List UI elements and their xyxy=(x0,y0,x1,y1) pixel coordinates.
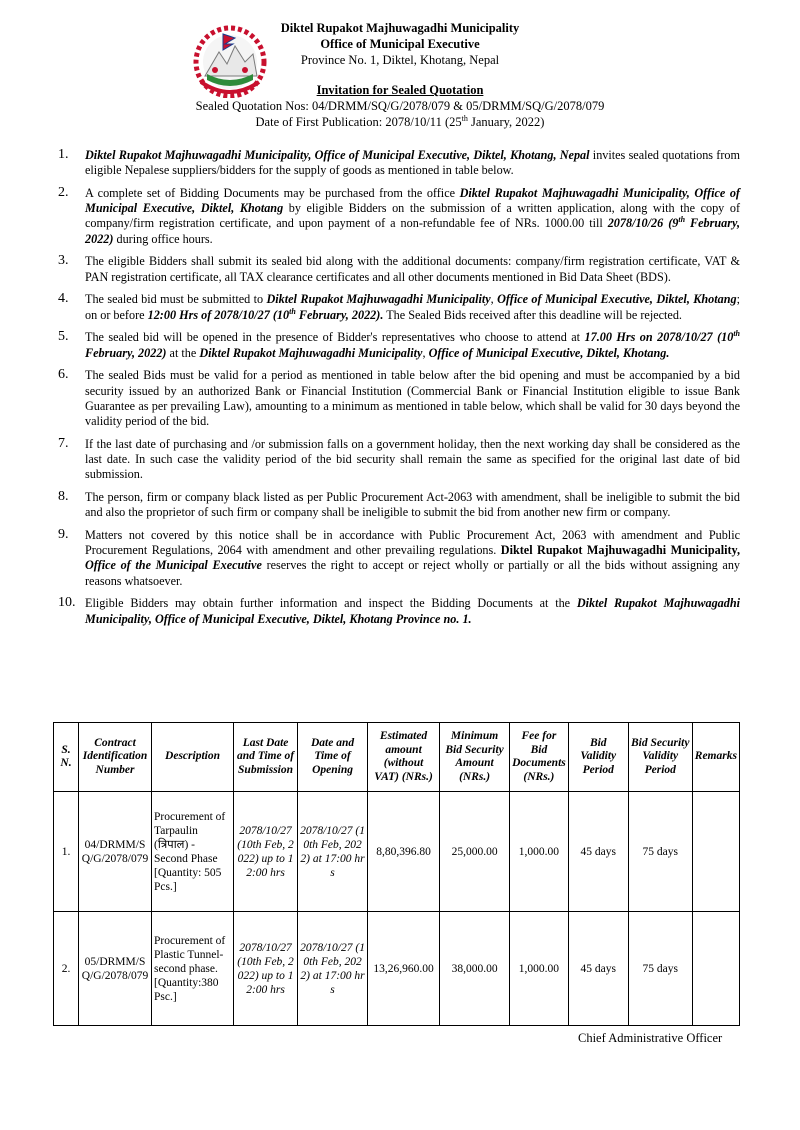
cell-security-validity: 75 days xyxy=(628,792,692,912)
cell-remarks xyxy=(692,912,739,1026)
column-header: Last Date and Time of Submission xyxy=(234,723,298,792)
cell-bid-validity: 45 days xyxy=(568,912,628,1026)
cell-estimated-amount: 8,80,396.80 xyxy=(368,792,440,912)
signatory-title: Chief Administrative Officer xyxy=(578,1031,723,1045)
cell-last-date: 2078/10/27 (10th Feb, 2022) up to 12:00 hrs xyxy=(234,912,298,1026)
cell-security-validity: 75 days xyxy=(628,912,692,1026)
municipality-name: Diktel Rupakot Majhuwagadhi Municipality xyxy=(280,21,520,35)
cell-fee: 1,000.00 xyxy=(510,792,569,912)
column-header: Remarks xyxy=(692,723,739,792)
column-header: Date and Time of Opening xyxy=(298,723,368,792)
column-header: Description xyxy=(152,723,234,792)
table-row xyxy=(54,792,740,912)
cell-opening-date: 2078/10/27 (10th Feb, 2022) at 17:00 hrs xyxy=(298,792,368,912)
office-name: Office of Municipal Executive xyxy=(320,37,480,51)
cell-bid-security: 38,000.00 xyxy=(440,912,510,1026)
cell-remarks xyxy=(692,792,739,912)
column-header: Bid Security Validity Period xyxy=(628,723,692,792)
list-item: 3. The eligible Bidders shall submit its sealed bid along with the additional documents: company/firm registration certificate, VAT & PAN registration certificate, all TAX clearance certificates and all other documents mentioned in Bid Data Sheet (BDS). xyxy=(58,253,740,284)
cell-opening-date: 2078/10/27 (10th Feb, 2022) at 17:00 hrs xyxy=(298,912,368,1026)
cell-description: Procurement of Plastic Tunnel-second phase. [Quantity:380 Psc.] xyxy=(152,912,234,1026)
cell-contract-id: 04/DRMM/SQ/G/2078/079 xyxy=(79,792,152,912)
cell-description: Procurement of Tarpaulin (त्रिपाल) - Second Phase [Quantity: 505 Pcs.] xyxy=(152,792,234,912)
list-item: 1. Diktel Rupakot Majhuwagadhi Municipality, Office of Municipal Executive, Diktel, Khotang, Nepal invites sealed quotations from eligible Nepalese suppliers/bidders for the supply of goods as mentioned in table below. xyxy=(58,147,741,178)
letterhead xyxy=(0,20,800,130)
cell-sn: 1. xyxy=(54,792,79,912)
cell-sn: 2. xyxy=(54,912,79,1026)
quotation-numbers: Sealed Quotation Nos: 04/DRMM/SQ/G/2078/079 & 05/DRMM/SQ/G/2078/079 xyxy=(195,99,605,113)
table-header-row xyxy=(54,723,740,792)
publication-date: Date of First Publication: 2078/10/11 (25th January, 2022) xyxy=(255,113,545,129)
column-header: Fee for Bid Documents (NRs.) xyxy=(510,723,569,792)
list-item: 4. The sealed bid must be submitted to Diktel Rupakot Majhuwagadhi Municipality, Office of Municipal Executive, Diktel, Khotang; on or before 12:00 Hrs of 2078/10/27 (10th February, 2022). The Sealed Bids received after this deadline will be rejected. xyxy=(58,291,741,322)
page-title: Invitation for Sealed Quotation xyxy=(316,83,484,97)
cell-bid-validity: 45 days xyxy=(568,792,628,912)
column-header: Estimated amount (without VAT) (NRs.) xyxy=(368,723,440,792)
table-row xyxy=(54,912,740,1026)
column-header: Bid Validity Period xyxy=(568,723,628,792)
list-item: 5. The sealed bid will be opened in the presence of Bidder's representatives who choose to attend at 17.00 Hrs on 2078/10/27 (10th February, 2022) at the Diktel Rupakot Majhuwagadhi Municipality, Office of Municipal Executive, Diktel, Khotang. xyxy=(58,329,740,360)
clause-list xyxy=(58,148,740,634)
column-header: S. N. xyxy=(54,723,79,792)
cell-contract-id: 05/DRMM/SQ/G/2078/079 xyxy=(79,912,152,1026)
cell-estimated-amount: 13,26,960.00 xyxy=(368,912,440,1026)
list-item: 9. Matters not covered by this notice shall be in accordance with Public Procurement Act, 2063 with amendment and Public Procurement Regulations, 2064 with amendment and other prevailing regulations. Diktel Rupakot Majhuwagadhi Municipality, Office of the Municipal Executive reserves the right to accept or reject wholly or partially or all the bids without assigning any reasons whatsoever. xyxy=(58,527,741,588)
column-header: Contract Identification Number xyxy=(79,723,152,792)
list-item: 8. The person, firm or company black listed as per Public Procurement Act-2063 with amendment, shall be ineligible to submit the bid and also the proprietor of such firm or company shall be ineligible to submit the bid from another new firm or company. xyxy=(58,489,740,520)
list-item: 6. The sealed Bids must be valid for a period as mentioned in table below after the bid opening and must be accompanied by a bid security issued by an authorized Bank or Financial Institution (Commercial Bank or Financial Institution eligible to issue Bank Guarantee as per prevailing Law), amounting to a minimum as mentioned in table below, which shall be valid for 30 days beyond the validity period of the bid. xyxy=(58,367,740,429)
cell-bid-security: 25,000.00 xyxy=(440,792,510,912)
address: Province No. 1, Diktel, Khotang, Nepal xyxy=(300,53,500,67)
list-item: 2. A complete set of Bidding Documents may be purchased from the office Diktel Rupakot Majhuwagadhi Municipality, Office of Municipal Executive, Diktel, Khotang by eligible Bidders on the submission of a written application, along with the copy of company/firm registration certificate, and upon payment of a non-refundable fee of NRs. 1000.00 till 2078/10/26 (9th February, 2022) during office hours. xyxy=(58,185,740,246)
cell-fee: 1,000.00 xyxy=(510,912,569,1026)
cell-last-date: 2078/10/27 (10th Feb, 2022) up to 12:00 hrs xyxy=(234,792,298,912)
quotation-table xyxy=(53,722,740,1026)
column-header: Minimum Bid Security Amount (NRs.) xyxy=(440,723,510,792)
list-item: 10. Eligible Bidders may obtain further information and inspect the Bidding Documents at the Diktel Rupakot Majhuwagadhi Municipality, Office of Municipal Executive, Diktel, Khotang Province no. 1. xyxy=(58,595,741,626)
list-item: 7. If the last date of purchasing and /or submission falls on a government holiday, then the next working day shall be considered as the last date. In such case the validity period of the bid security shall remain the same as specified for the original last date of bid submission. xyxy=(58,435,740,482)
